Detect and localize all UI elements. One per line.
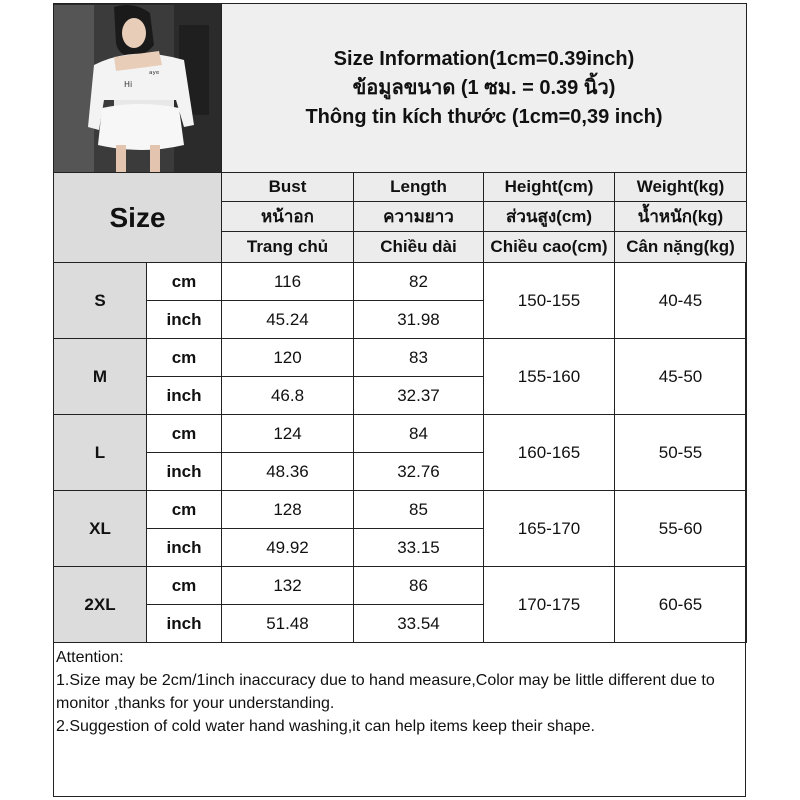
svg-text:ᵃʸᵉ: ᵃʸᵉ xyxy=(149,69,160,80)
notes-heading: Attention: xyxy=(56,649,124,666)
size-label-m: M xyxy=(54,339,147,415)
height-range: 160-165 xyxy=(484,415,615,491)
length-cm: 84 xyxy=(354,415,484,453)
product-photo xyxy=(54,4,222,173)
bust-cm: 116 xyxy=(222,263,354,301)
bust-cm: 120 xyxy=(222,339,354,377)
title-thai: ข้อมูลขนาด (1 ซม. = 0.39 นิ้ว) xyxy=(352,76,616,99)
unit-cm: cm xyxy=(147,415,222,453)
weight-range: 50-55 xyxy=(615,415,747,491)
bust-inch: 48.36 xyxy=(222,453,354,491)
bust-inch: 45.24 xyxy=(222,301,354,339)
attention-notes xyxy=(56,646,744,738)
bust-inch: 46.8 xyxy=(222,377,354,415)
col-weight-en: Weight(kg) xyxy=(615,173,747,202)
unit-inch: inch xyxy=(147,529,222,567)
col-length-th: ความยาว xyxy=(354,202,484,232)
bust-cm: 132 xyxy=(222,567,354,605)
svg-text:Hi: Hi xyxy=(124,79,133,89)
size-label-xl: XL xyxy=(54,491,147,567)
col-height-en: Height(cm) xyxy=(484,173,615,202)
col-bust-vi: Trang chủ xyxy=(222,232,354,263)
unit-cm: cm xyxy=(147,263,222,301)
height-range: 155-160 xyxy=(484,339,615,415)
col-bust-en: Bust xyxy=(222,173,354,202)
unit-inch: inch xyxy=(147,453,222,491)
note-measurement: 1.Size may be 2cm/1inch inaccuracy due to hand measure,Color may be little different due to monitor ,thanks for your understanding. xyxy=(56,672,715,712)
col-length-vi: Chiều dài xyxy=(354,232,484,263)
col-length-en: Length xyxy=(354,173,484,202)
length-inch: 33.15 xyxy=(354,529,484,567)
unit-inch: inch xyxy=(147,605,222,643)
col-height-th: ส่วนสูง(cm) xyxy=(484,202,615,232)
length-cm: 82 xyxy=(354,263,484,301)
bust-cm: 124 xyxy=(222,415,354,453)
size-header: Size xyxy=(54,173,222,263)
unit-inch: inch xyxy=(147,377,222,415)
bust-cm: 128 xyxy=(222,491,354,529)
weight-range: 40-45 xyxy=(615,263,747,339)
weight-range: 60-65 xyxy=(615,567,747,643)
bust-inch: 49.92 xyxy=(222,529,354,567)
col-weight-th: น้ำหนัก(kg) xyxy=(615,202,747,232)
height-range: 170-175 xyxy=(484,567,615,643)
weight-range: 55-60 xyxy=(615,491,747,567)
col-weight-vi: Cân nặng(kg) xyxy=(615,232,747,263)
height-range: 165-170 xyxy=(484,491,615,567)
unit-inch: inch xyxy=(147,301,222,339)
length-inch: 32.76 xyxy=(354,453,484,491)
size-table xyxy=(53,3,747,643)
model-photo-illustration xyxy=(54,5,220,172)
size-label-2xl: 2XL xyxy=(54,567,147,643)
note-washing: 2.Suggestion of cold water hand washing,it can help items keep their shape. xyxy=(56,718,595,735)
weight-range: 45-50 xyxy=(615,339,747,415)
col-height-vi: Chiều cao(cm) xyxy=(484,232,615,263)
unit-cm: cm xyxy=(147,339,222,377)
unit-cm: cm xyxy=(147,491,222,529)
title-english: Size Information(1cm=0.39inch) xyxy=(333,47,635,70)
length-inch: 33.54 xyxy=(354,605,484,643)
bust-inch: 51.48 xyxy=(222,605,354,643)
size-info-title xyxy=(222,4,747,173)
title-vietnamese: Thông tin kích thước (1cm=0,39 inch) xyxy=(305,105,663,128)
size-label-l: L xyxy=(54,415,147,491)
length-cm: 85 xyxy=(354,491,484,529)
unit-cm: cm xyxy=(147,567,222,605)
col-bust-th: หน้าอก xyxy=(222,202,354,232)
size-label-s: S xyxy=(54,263,147,339)
length-cm: 83 xyxy=(354,339,484,377)
height-range: 150-155 xyxy=(484,263,615,339)
length-inch: 32.37 xyxy=(354,377,484,415)
length-inch: 31.98 xyxy=(354,301,484,339)
length-cm: 86 xyxy=(354,567,484,605)
